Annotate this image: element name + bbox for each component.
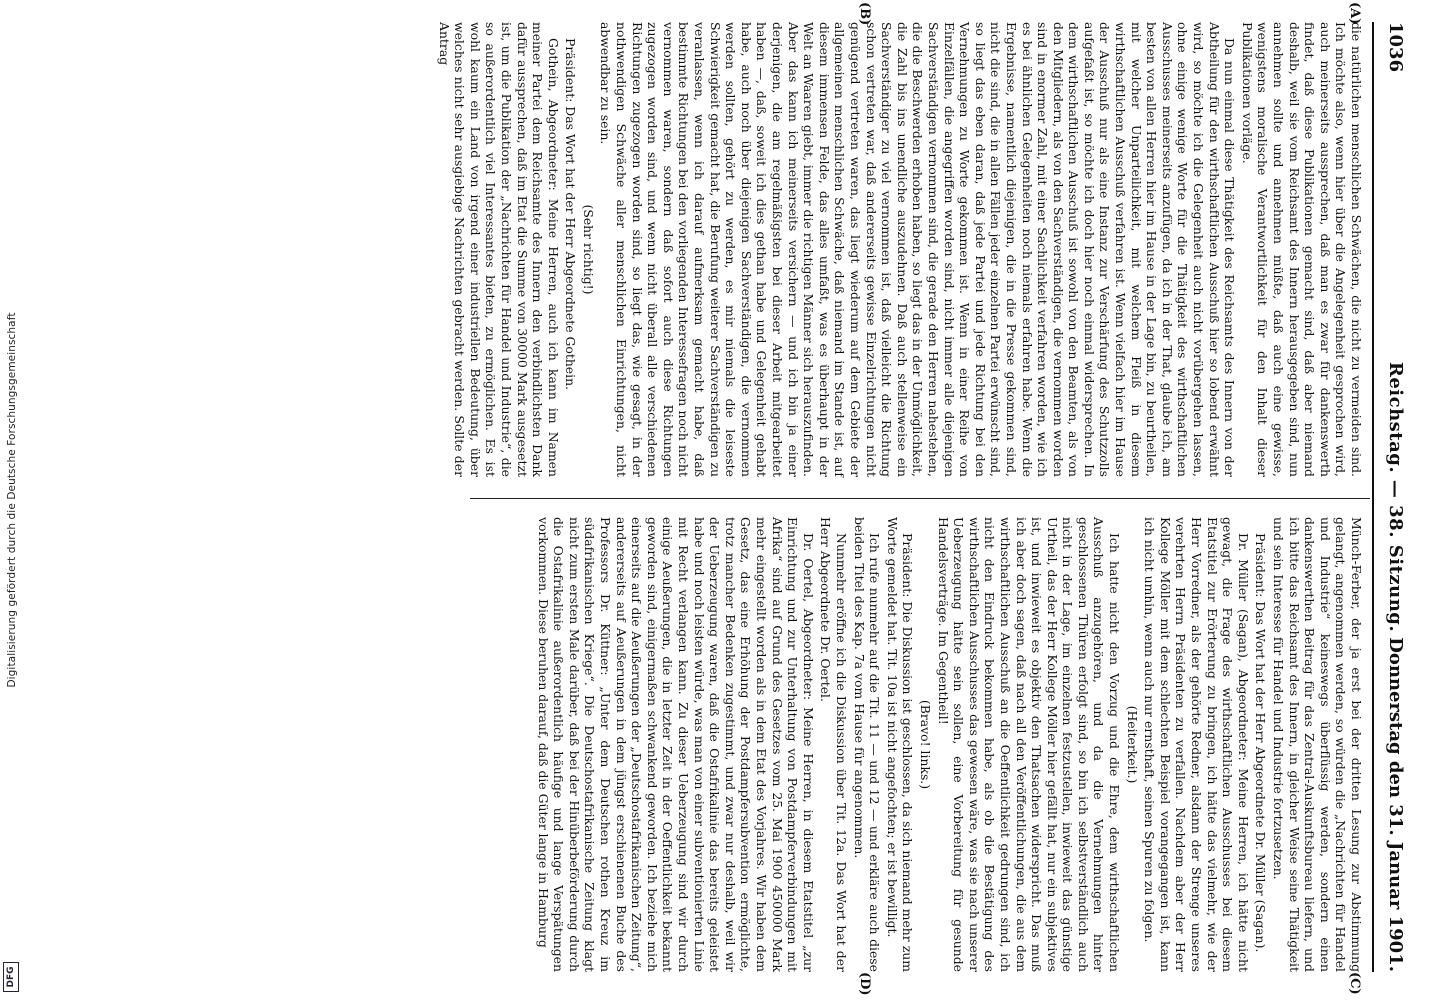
margin-mark-c: (C) xyxy=(1347,972,1362,995)
margin-mark-a: (A) xyxy=(1347,2,1362,25)
dfg-logo-text: DFG xyxy=(6,966,16,988)
rotated-page xyxy=(40,0,1420,1000)
dfg-logo-icon xyxy=(3,962,19,992)
column-divider xyxy=(470,498,1370,499)
running-head: Reichstag. — 38. Sitzung. xyxy=(1385,361,1406,633)
margin-mark-b: (B) xyxy=(857,2,872,26)
interjection: (Heiterkeit.) xyxy=(1124,705,1140,784)
paragraph-mueller: Dr. Müller (Sagan), Abgeordneter: Meine Herren, ich hätte nicht gewagt, die Frage des wirthschaftlichen Ausschusses bei diesem Etatstitel zur Erörterung zu bringen, ich hätte das vielmehr, wie der Herr Vorredner, als der gehörte Redner, alsdann der Strenge unseres verehrten Herrn Präsidenten zu verfallen. Nachdem aber der Herr Kollege Möller mit dem schlechten Beispiel vorangegangen ist, kann ich nicht umhin, wenn auch nur ernsthaft, seinen Spuren zu folgen. xyxy=(1142,517,1251,972)
paragraph: Da nun einmal diese Thätigkeit des Reichsamts des Innern von der Abtheilung für den wirthschaftlichen Ausschuß hier so lobend erwähnt wird, so möchte ich die Gelegenheit auch nicht vorübergehen lassen, ohne einige wenige Worte für die Thätigkeit des wirthschaftlichen Ausschusses meinerseits anzufügen, da ich in der That, glaube ich, am besten von allen Herren hier im Hause in der Lage bin, zu beurtheilen, mit welcher Unparteilichkeit, mit welchem Fleiß in diesem wirthschaftlichen Ausschuß verfahren ist. Wenn vielfach hier im Hause der Ausschuß nur als eine Instanz zur Verschärfung des Schutzzolls aufgefaßt ist, so möchte ich doch hier noch einmal widersprechen. In dem wirthschaftlichen Ausschuß ist sowohl von den Beamten, als von den Mitgliedern, als von den Sachverständigen, die vernommen worden sind in enormer Zahl, mit einer Sachlichkeit verfahren worden, wie ich es bei ähnlichen Gelegenheiten noch niemals erfahren habe. Wenn die Ergebnisse, namentlich diejenigen, die in die Presse gekommen sind, nicht die sind, die in allen Fällen jeder einzelnen Partei erwünscht sind, so liegt das eben daran, daß jede Partei und jede Richtung bei den Vernehmungen zu Worte gekommen ist. Wenn in einer Reihe von Einzelfällen, die angegriffen worden sind, nicht immer alle diejenigen Sachverständigen vernommen sind, die gerade den Herren nahestehen, die die Beschwerden erhoben haben, so liegt das in der Unmöglichkeit, die Zahl bis ins unendliche auszudehnen. Daß auch stellenweise ein Sachverständiger zu viel vernommen ist, daß vielleicht die Richtung schon vertreten war, daß andererseits gewisse Einzelrichtungen nicht genügend vertreten waren, das liegt wiederum auf dem Gebiete der allgemeinen menschlichen Schwäche, daß niemand im Stande ist, auf diesem immensen Felde, das alles umfaßt, was es überhaupt in der Welt an Waaren giebt, immer die richtigen Männer sich herauszufinden. Aber das kann ich meinerseits versichern — und ich bin ja einer derjenigen, die am regelmäßigsten bei dieser Arbeit mitgearbeitet haben —, daß, soweit ich dies gethan habe und Gelegenheit gehabt habe, auch noch über diejenigen Sachverständigen, die vernommen werden sollten, gehört zu werden, es mir niemals die leiseste Schwierigkeit gemacht hat, die Berufung weiterer Sachverständigen zu veranlassen, wenn ich darauf aufmerksam gemacht habe, daß bestimmte Richtungen bei den vorliegenden Interessefragen noch nicht vernommen waren, sondern daß sofort auch diese Richtungen zugezogen worden sind, und wenn nicht überall alle verschiedenen Richtungen zugezogen worden sind, so liegt das, wie gesagt, in der nothwendigen Schwäche aller menschlichen Einrichtungen, nicht abwendbar zu sein. xyxy=(598,22,1238,477)
paragraph: Ich rufe nunmehr auf die Tit. 11 — und 12 — und erkläre auch diese beiden Titel des Kap. 7a vom Hause für angenommen. xyxy=(851,517,883,972)
right-column xyxy=(533,517,1364,972)
page-number: 1036 xyxy=(1385,22,1406,73)
digitization-footer xyxy=(0,0,24,1000)
paragraph-oertel: Dr. Oertel, Abgeordneter: Meine Herren, in diesem Etatstitel „zur Einrichtung und zur Unterhaltung von Postdampferverbindungen mit Afrika“ sind auf Grund des Gesetzes vom 25. Mai 1900 450000 Mark mehr eingestellt worden als in dem Etat des Vorjahres. Wir haben dem Gesetz, das eine Erhöhung der Postdampfersubvention ermöglichte, trotz mancher Bedenken zugestimmt, und zwar nur deshalb, weil wir der Ueberzeugung waren, daß die Ostafrikalinie das bereits geleistet habe und noch leisten würde, was man von einer subventionierten Linie mit Recht verlangen kann. Zu dieser Ueberzeugung sind wir durch einige Aeußerungen, die in letzter Zeit in der Oeffentlichkeit bekannt geworden sind, einigermaßen schwankend geworden. Ich beziehe mich einerseits auf die Aeußerungen der „Deutschostafrikanischen Zeitung“, andererseits auf Aeußerungen in dem jüngst erschienenen Buche des Professors Dr. Küttner: „Unter dem Deutschen rothen Kreuz im südafrikanischen Kriege“. Die Deutschostafrikanische Zeitung klagt nicht zum ersten Male darüber, daß bei der Hinüberbeförderung durch die Ostafrikalinie außerordentlich häufige und lange Verspätungen vorkommen. Diese beruhen darauf, daß die Güter lange in Hamburg xyxy=(535,517,816,972)
paragraph: Ich hatte nicht den Vorzug und die Ehre, dem wirthschaftlichen Ausschuß anzugehören, und da die Vernehmungen hinter geschlossenen Thüren erfolgt sind, so bin ich selbstverständlich auch nicht in der Lage, im einzelnen festzustellen, inwieweit das günstige Urtheil, das der Herr Kollege Möller hier gefällt hat, nur ein subjektives ist, und inwieweit es objektiv den Thatsachen widerspricht. Das muß ich aber doch sagen, daß nach all den Veröffentlichungen, die aus dem wirthschaftlichen Ausschuß an die Oeffentlichkeit gedrungen sind, ich nicht den Eindruck bekommen habe, als ob die Bestätigung des wirthschaftlichen Ausschusses das gewesen wäre, was sie nach unserer Ueberzeugung hätte sein sollen, eine Vorbereitung für gesunde Handelsverträge. Im Gegentheil! xyxy=(935,517,1123,972)
margin-mark-d: (D) xyxy=(857,972,872,996)
paragraph-gothein: Gothein, Abgeordneter: Meine Herren, auch ich kann im Namen meiner Partei dem Reichsamte des Innern den verbindlichsten Dank dafür aussprechen, daß im Etat die Summe von 30000 Mark ausgesetzt ist, um die Publikation der „Nachrichten für Handel und Industrie“, die so außerordentlich viel Interessantes bieten, zu ermöglichen. Es ist wohl kaum ein Land von irgend einer industriellen Bedeutung, über welches nicht sehr ausgiebige Nachrichten gebracht werden. Sollte der Antrag xyxy=(436,22,561,477)
paragraph: Nunmehr eröffne ich die Diskussion über Tit. 12a. Das Wort hat der Herr Abgeordnete Dr. Oertel. xyxy=(818,517,849,972)
paragraph-president: Präsident: Das Wort hat der Herr Abgeordnete Gothein. xyxy=(563,38,579,391)
interjection: (Sehr richtig!) xyxy=(580,204,596,295)
paragraph: die natürlichen menschlichen Schwächen, die nicht zu vermeiden sind. Ich möchte also, wenn hier über die Angelegenheit gesprochen wird, auch meinerseits aussprechen, daß man es zwar für dankenswerth findet, daß diese Publikationen gemacht sind, daß aber niemand deshalb, weil sie vom Reichsamt des Innern herausgegeben sind, nun annehmen sollte und annehmen müßte, daß auch eine gewisse, wenigstens moralische Verantwortlichkeit für den Inhalt dieser Publikationen vorläge. xyxy=(1239,22,1364,477)
paragraph-president: Präsident: Das Wort hat der Herr Abgeordnete Dr. Müller (Sagan). xyxy=(1253,533,1269,953)
paragraph-president: Präsident: Die Diskussion ist geschlossen, da sich niemand mehr zum Worte gemeldet hat. Tit. 10a ist nicht angefochten; er ist bewilligt. xyxy=(884,517,916,972)
page-header xyxy=(1372,22,1414,972)
footer-credit: Digitalisierung gefördert durch die Deutsche Forschungsgemeinschaft xyxy=(6,312,18,688)
paragraph: Münch-Ferber, der ja erst bei der dritten Lesung zur Abstimmung gelangt, angenommen werden, so würden die „Nachrichten für Handel und Industrie“ keineswegs überflüssig werden, sondern einen dankenswerthen Beitrag für das Zentral-Auskunftsbureau liefern, und ich bitte das Reichsamt des Innern, in gleicher Weise seine Thätigkeit und sein Interesse für Handel und Industrie fortzusetzen. xyxy=(1271,517,1364,972)
left-column xyxy=(434,22,1364,477)
session-date: Donnerstag den 31. Januar 1901. xyxy=(1385,637,1406,972)
interjection: (Bravo! links.) xyxy=(917,699,933,790)
